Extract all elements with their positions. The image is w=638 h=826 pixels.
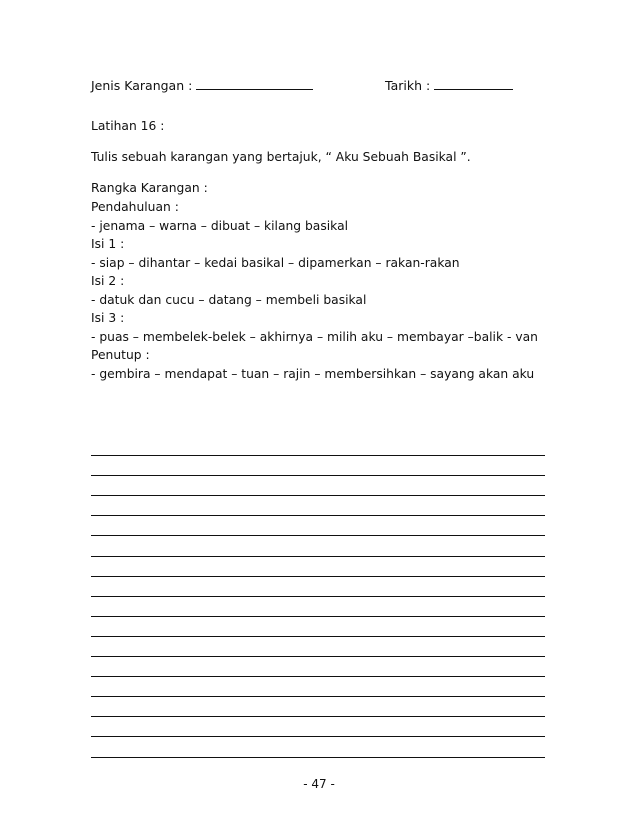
writing-line[interactable] [91, 496, 545, 516]
page-number: - 47 - [303, 777, 335, 791]
outline-line: - datuk dan cucu – datang – membeli basikal [91, 292, 367, 307]
outline-line: Isi 3 : [91, 311, 125, 325]
outline-line: - siap – dihantar – kedai basikal – dipamerkan – rakan-rakan [91, 255, 460, 270]
writing-line[interactable] [91, 637, 545, 657]
writing-line[interactable] [91, 697, 545, 717]
writing-line[interactable] [91, 577, 545, 597]
writing-lines-area[interactable] [91, 436, 545, 758]
writing-line[interactable] [91, 536, 545, 556]
outline-line: Pendahuluan : [91, 200, 179, 214]
exercise-instruction: Tulis sebuah karangan yang bertajuk, “ Aku Sebuah Basikal ”. [91, 150, 471, 164]
writing-line[interactable] [91, 516, 545, 536]
writing-line[interactable] [91, 737, 545, 757]
writing-line[interactable] [91, 617, 545, 637]
tarikh-field [385, 78, 513, 93]
writing-line[interactable] [91, 436, 545, 456]
outline-line: - gembira – mendapat – tuan – rajin – membersihkan – sayang akan aku [91, 366, 535, 381]
outline-line: Isi 2 : [91, 274, 125, 288]
jenis-karangan-label: Jenis Karangan : [91, 78, 193, 93]
jenis-karangan-blank[interactable] [196, 78, 313, 90]
writing-line[interactable] [91, 456, 545, 476]
exercise-title: Latihan 16 : [91, 119, 165, 133]
outline-line: Isi 1 : [91, 237, 125, 251]
writing-line[interactable] [91, 657, 545, 677]
tarikh-label: Tarikh : [385, 78, 431, 93]
writing-line[interactable] [91, 597, 545, 617]
outline-line: - jenama – warna – dibuat – kilang basikal [91, 218, 349, 233]
tarikh-blank[interactable] [434, 78, 513, 90]
writing-line[interactable] [91, 557, 545, 577]
outline-line: Penutup : [91, 348, 150, 362]
outline-heading: Rangka Karangan : [91, 181, 208, 195]
writing-line[interactable] [91, 717, 545, 737]
outline-line: - puas – membelek-belek – akhirnya – milih aku – membayar –balik - van [91, 329, 538, 344]
writing-line[interactable] [91, 476, 545, 496]
jenis-karangan-field [91, 78, 313, 93]
writing-line[interactable] [91, 677, 545, 697]
